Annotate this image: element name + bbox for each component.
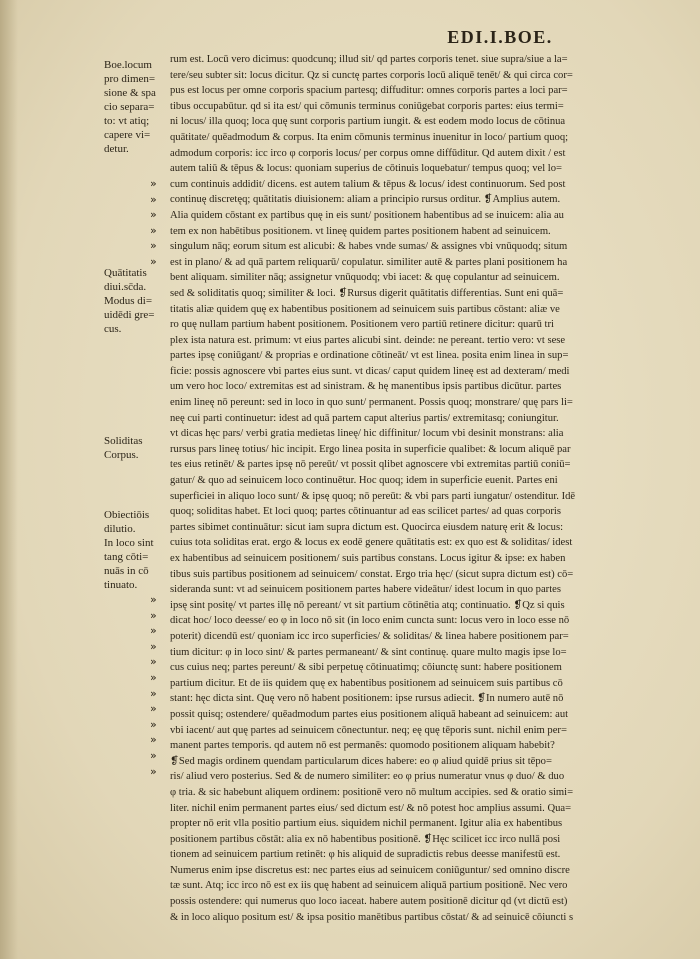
- text-line: tionem ad seinuicem partium retinēt: φ his aliquid de supradictis rebus deesse manifestū est.: [170, 849, 561, 861]
- text-line: plex ista natura est. primum: vt eius partes alicubi sint. deinde: ne pereant. tertio vero: vt sese: [170, 334, 566, 346]
- text-line: poterit) dicendū est/ quoniam icc irco superficies/ & soliditas/ & linea habere positionem par=: [170, 630, 569, 642]
- text-line: ipsę sint positę/ vt partes illę nō pereant/ vt sit partium cōtinētia atq; continuatio. ❡Qz si quis: [170, 599, 565, 611]
- text-line: vt dicas hęc pars/ verbi gratia medietas lineę/ hic diffinitur/ locum vbi desinit monstrans: alia: [170, 428, 564, 440]
- text-line: Numerus enim ipse discretus est: nec partes eius ad seinuicem coniūguntur/ sed omnino discre: [170, 864, 570, 876]
- text-line: Alia quidem cōstant ex partibus quę in eis sunt/ positionem habentibus ad se inuicem: alia au: [170, 209, 564, 221]
- text-line: partium dicitur. Et de iis quidem quę ex habentibus positionem ad seinuicem suis partibus cō: [170, 677, 563, 689]
- text-line: rum est. Locū vero dicimus: quodcunq; illud sit/ qd partes corporis tenet. siue supra/siue a la=: [170, 54, 568, 65]
- text-line: possis ostendere: qui numerus quo loco iaceat. habere autem positionē dicitur qd (vt dictū est): [170, 896, 568, 908]
- text-line: est in plano/ & ad quā partem reliquarū/ copulatur. similiter autē & partes plani positionem ha: [170, 256, 568, 268]
- text-line: cuius tota soliditas erat. ergo & locus ex eodē genere quātitatis est: ex quo est & soliditas/ idest: [170, 537, 573, 549]
- text-line: ni locus/ illa quoq; loca quę sunt corporis partium iungit. & est eodem modo locus de cōtinua: [170, 116, 566, 128]
- text-line: neę cui parti continuetur: idest ad quā partem caput alterius partis/ extremitasq; coniungitur.: [170, 412, 559, 424]
- text-line: autem taliū & tēpus & locus: quoniam superius de cōtinuis loquebatur/ tempus quoq; vel lo=: [170, 163, 562, 175]
- text-line: cum continuis addidit/ dicens. est autem talium & tēpus & locus/ idest continuorum. Sed post: [170, 178, 566, 190]
- text-line: quoq; soliditas habet. Et loci quoq; partes cōtinuantur ad eas scilicet partes/ ad quas corporis: [170, 506, 561, 518]
- margin-note-boethius: Boe.locum pro dimen= sione & spa cio separa= to: vt atiq; capere vi= detur.: [104, 59, 156, 155]
- text-line: gatur/ & quo ad seinuicem loco continuētur. Hoc quoq; idem in superficie euenit. Partes eni: [170, 475, 558, 487]
- text-line: singulum nāq; eorum situm est alicubi: & habes vnde sumas/ & assignes vbi vnūquodq; situm: [170, 241, 568, 253]
- text-line: sed & soliditatis quoq; similiter & loci. ❡Rursus digerit quātitatis differentias. Sunt eni quā=: [170, 287, 564, 299]
- margin-note-quantitatis: Quātitatis diui.sc̄da. Modus di= uidēdi gre= cus.: [104, 267, 155, 335]
- text-line: ro quę nullam partium habent positionem. Positionem vero partiū retinere dicitur: quarū tri: [170, 319, 554, 331]
- text-line: bent aliquam. similiter nāq; assignetur vnūquodq; vbi iacet: & quę copulantur ad seinuicem.: [170, 272, 560, 284]
- text-line: vbi iacent/ aut quę partes ad seinuicem cōnectuntur. neq; eę quę tēporis sunt. nichil enim per=: [170, 724, 567, 736]
- text-line: tibus occupabūtur. qd si ita est/ qui cōmunis terminus coniūgebat corporis partes: eius termi=: [170, 100, 564, 112]
- text-line: manent partes temporis. qd autem nō est permanēs: quomodo positionem aliquam habebit?: [170, 740, 555, 752]
- margin-note-soliditas: Soliditas Corpus.: [104, 435, 143, 461]
- text-line: φ tria. & sic habebunt aliquem ordinem: positionē vero nō multum accipies. sed & oratio simi=: [170, 786, 574, 798]
- text-line: possit quisq; ostendere/ quēadmodum partes eius positionem aliquā habeant ad seinuicem: aut: [170, 708, 569, 720]
- text-line: um vero hoc loco/ extremitas est ad sinistram. & hę manentibus ipsis partibus dicūtur. partes: [170, 381, 562, 393]
- text-line: quātitate/ quēadmodum & corpus. Ita enim cōmunis terminus inuenitur in loco/ partium quoq;: [170, 131, 569, 143]
- text-line: tere/seu subter sit: locus dicitur. Qz si cunctę partes corporis locū aliquē tenēt/ & qui circa cor=: [170, 69, 573, 81]
- text-line: titatis aliæ quidem quę ex habentibus positionem ad seinuicem suis partibus cōstant: aliæ ve: [170, 303, 560, 315]
- text-line: positionem partibus cōstāt: alia ex nō habentibus positionē. ❡Hęc scilicet icc irco nullā posi: [170, 833, 561, 845]
- text-line: rursus pars lineę totius/ hic incipit. Ergo linea posita in superficie qualibet: & locum aliquē par: [170, 443, 571, 455]
- text-line: partes sibimet continuātur: sicut iam supra dictum est. Quocirca eiusdem naturę erit & locus:: [170, 521, 564, 533]
- binding-shadow: [0, 0, 18, 959]
- text-line: sideranda sunt: vt ad seinuicem positionem partes habere videātur/ idest locum in quo partes: [170, 584, 561, 596]
- text-line: tibus suis partibus positionem ad seinuicem/ constat. Ergo tria hęc/ (sicut supra dictum est) cō=: [170, 568, 574, 580]
- marginal-marks-lower: » » » » » » » » » » » »: [150, 593, 157, 778]
- text-line: pus est locus per omne corporis spacium partesq; diffuditur: omnes corporis partes a loci par=: [170, 85, 568, 97]
- text-line: cus cuius neq; partes pereunt/ & sibi perpetuę cōtinuatimq; cōiunctę sunt: habere positionem: [170, 662, 562, 674]
- marginal-marks-upper: » » » » » »: [150, 177, 157, 268]
- main-text-column: [170, 52, 660, 925]
- text-line: admodum corporis: icc irco φ corporis locus/ per corpus omne diffūditur. Qd autem dixit / est: [170, 147, 566, 159]
- text-line: propter nō erit vlla positio partium eius. siquidem nichil permanent. Igitur alia ex habentibus: [170, 818, 563, 830]
- text-line: tæ sunt. Atq; icc irco nō est ex iis quę habent ad seinuicem aliquā partium positionē. Nec vero: [170, 880, 568, 892]
- text-line: continuę discretęq; quātitatis diuisionem: aliam a principio rursus orditur. ❡Amplius autem.: [170, 194, 561, 206]
- text-line: ❡Sed magis ordinem quendam particularum dices habere: eo φ aliud quidē prius sit tēpo=: [170, 755, 552, 767]
- text-line: superficiei in aliquo loco sunt/ & ipsę quoq; nō pereūt: & vbi pars parti iungatur/ ostenditur. Idē: [170, 490, 576, 502]
- text-line: stant: hęc dicta sint. Quę vero nō habent positionem: ipse rursus adiecit. ❡In numero autē nō: [170, 693, 564, 705]
- running-header: EDI.I.BOE.: [447, 27, 553, 47]
- text-line: tes eius retinēt/ & partes ipsę nō pereūt/ vt possit qlibet agnoscere vbi extremitas partiū coniū=: [170, 459, 571, 471]
- text-line: ris/ aliud vero posterius. Sed & de numero similiter: eo φ prius numeratur vnus φ duo/ & duo: [170, 771, 565, 783]
- text-line: dicat hoc/ loco deesse/ eo φ in loco nō sit (in loco enim cuncta sunt: locus vero in loco esse nō: [170, 615, 570, 627]
- text-line: ficie: possis agnoscere vbi partes eius sunt. vt dicas/ caput quidem lineę est ad dexteram/ medi: [170, 365, 570, 377]
- text-line: tem ex non habētibus positionem. vt lineę quidem partes positionem habent ad seinuicem.: [170, 225, 551, 237]
- margin-note-obiectionis: Obiectiōis dilutio. In loco sint tang cōti= nuās in cō tinuato.: [104, 509, 154, 591]
- text-line: ex habentibus ad seinuicem positionem/ suis partibus constans. Locus igitur & ipse: ex haben: [170, 553, 566, 564]
- text-line: liter. nichil enim permanent partes eius/ sed dictum est/ & nō potest hoc amplius assumi. Qua=: [170, 802, 572, 814]
- text-line: partes ipsę coniūgant/ & proprias e ordinatione cōtineāt/ vt est linea. posita enim linea in sup=: [170, 350, 569, 362]
- text-line: tium dicitur: φ in loco sint/ & partes permaneant/ & sint continuę. quare multo magis ipse lo=: [170, 646, 567, 658]
- text-line: & in loco aliquo positum est/ & ipsa positio manētibus partibus cōstat/ & ad seinuicē cōiuncti s: [170, 911, 574, 923]
- text-line: enim lineę nō pereunt: sed in loco in quo sunt/ permanent. Possis quoq; monstrare/ quę pars li=: [170, 397, 573, 409]
